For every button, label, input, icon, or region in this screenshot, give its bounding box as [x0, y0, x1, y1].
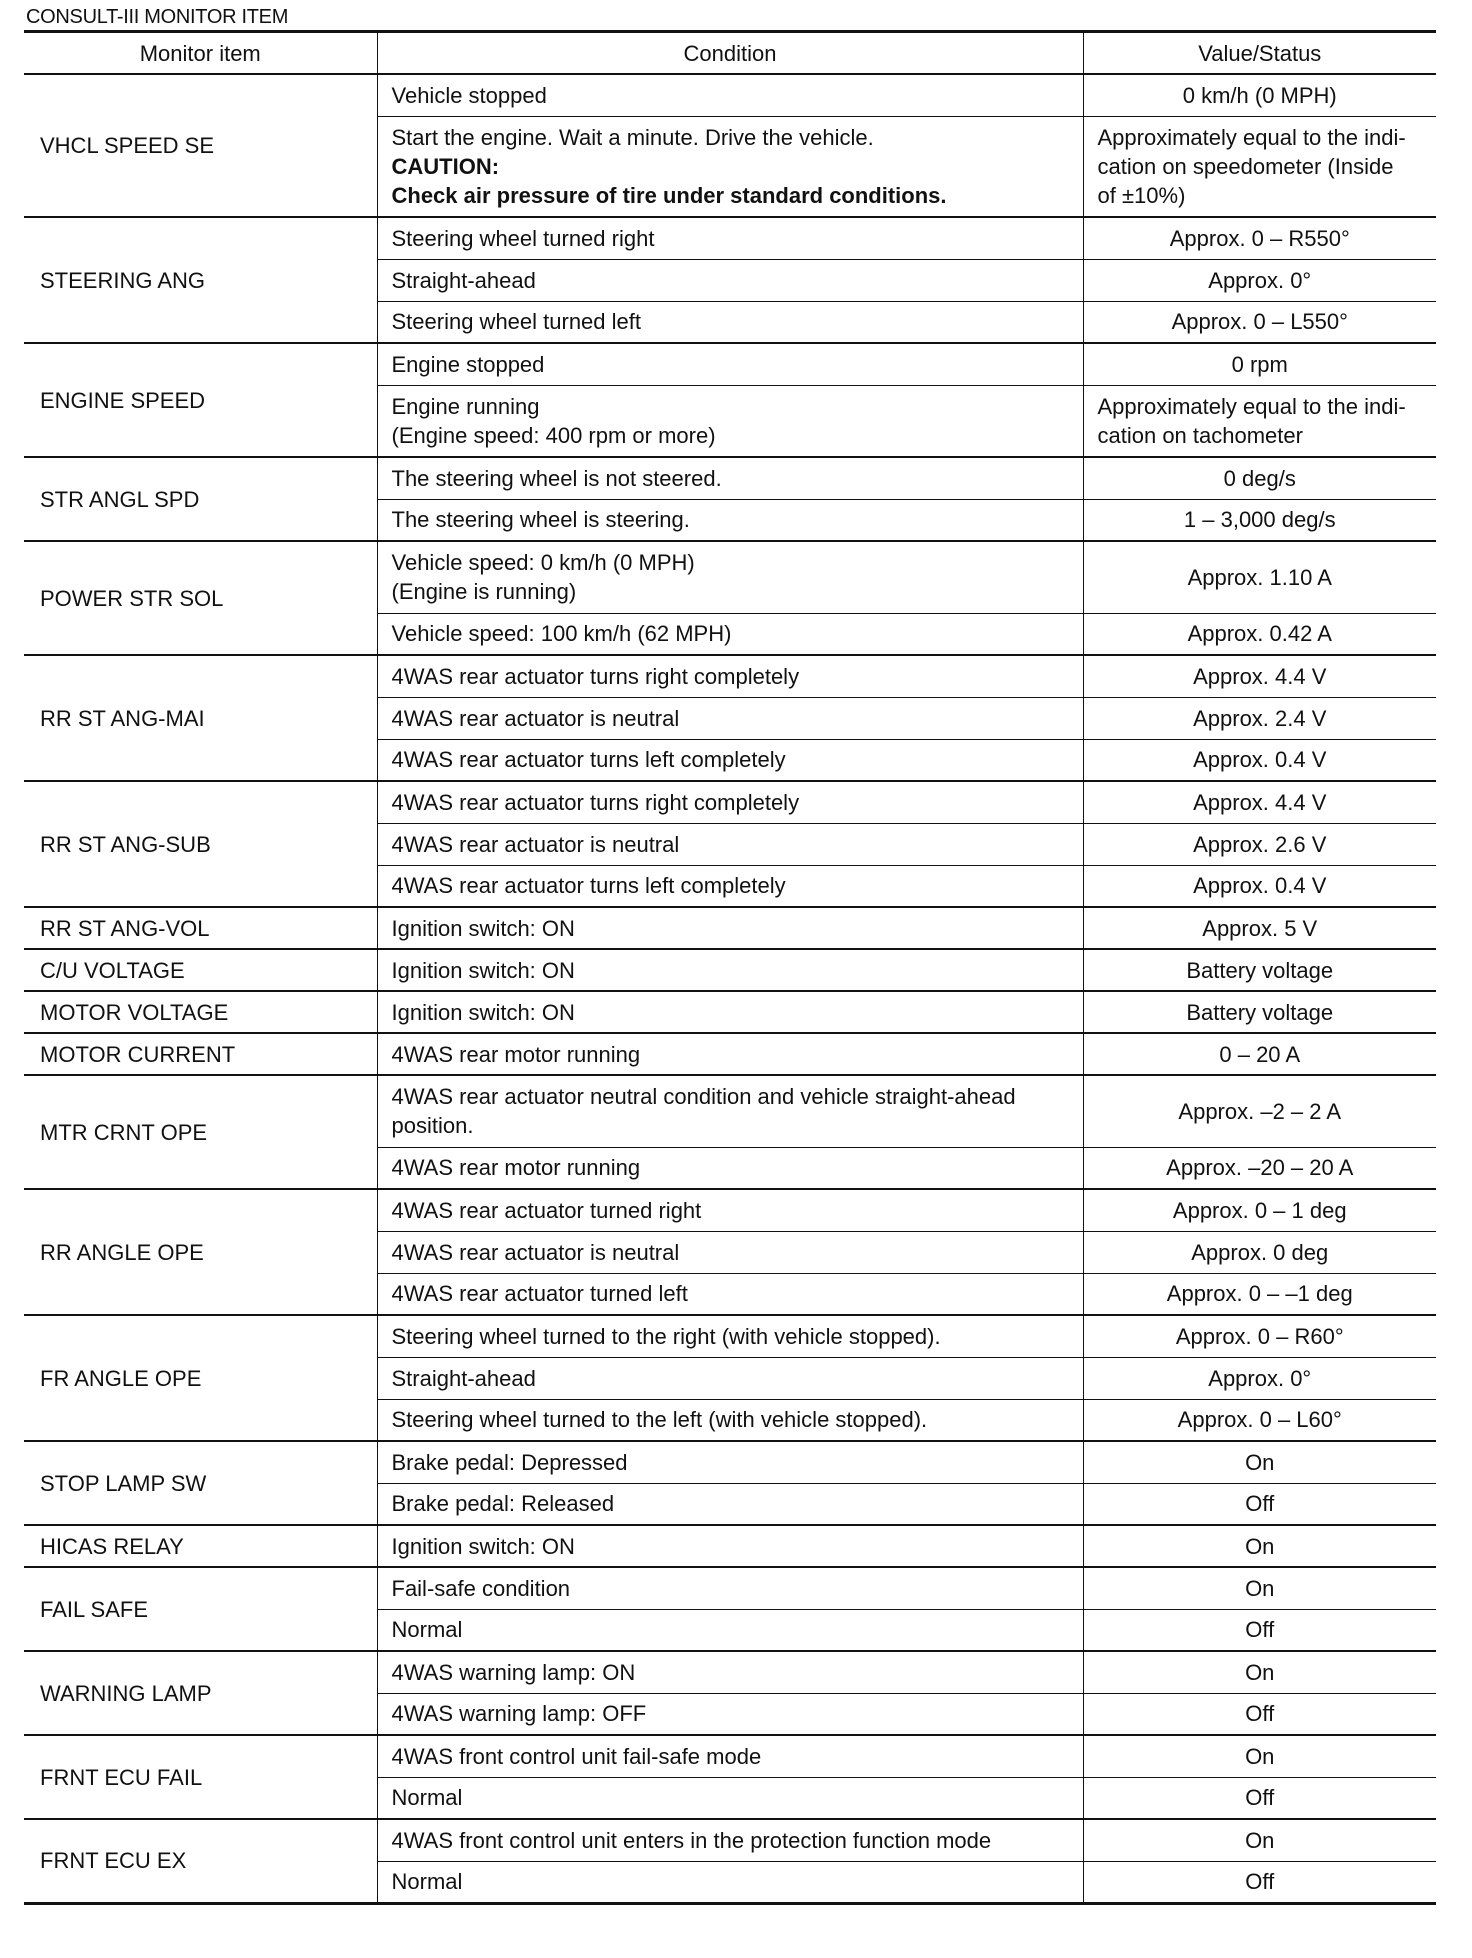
- value-text: Approx. 4.4 V: [1193, 789, 1327, 815]
- condition-text: The steering wheel is steering.: [391, 507, 690, 533]
- monitor-item-name: FRNT ECU EX: [24, 1819, 377, 1903]
- value-text: Approx. 1.10 A: [1187, 564, 1332, 590]
- value-status-cell: [1083, 1357, 1436, 1399]
- table-row: [24, 1567, 1436, 1609]
- monitor-group: [24, 949, 1436, 991]
- condition-cell: [377, 1651, 1083, 1693]
- condition-cell: [377, 1147, 1083, 1189]
- condition-text: Steering wheel turned to the right (with vehicle stopped).: [391, 1323, 941, 1349]
- value-status-cell: [1083, 1399, 1436, 1441]
- value-status-cell: [1083, 1189, 1436, 1231]
- value-text: On: [1245, 1743, 1275, 1769]
- condition-cell: [377, 499, 1083, 541]
- condition-text: The steering wheel is not steered.: [391, 465, 722, 491]
- monitor-item-name: FR ANGLE OPE: [24, 1315, 377, 1441]
- value-status-cell: [1083, 949, 1436, 991]
- value-status-cell: [1083, 541, 1436, 613]
- value-text: of ±10%): [1097, 182, 1186, 208]
- monitor-group: [24, 1075, 1436, 1189]
- monitor-item-name: MOTOR CURRENT: [24, 1033, 377, 1075]
- condition-text: 4WAS front control unit enters in the protection function mode: [391, 1827, 992, 1853]
- table-row: [24, 1651, 1436, 1693]
- condition-cell: [377, 1567, 1083, 1609]
- condition-text: 4WAS rear actuator turns left completely: [391, 873, 786, 899]
- value-status-cell: [1083, 1033, 1436, 1075]
- condition-text: Brake pedal: Released: [391, 1491, 615, 1517]
- value-text: Off: [1245, 1869, 1275, 1894]
- condition-cell: [377, 385, 1083, 457]
- monitor-item-name: MOTOR VOLTAGE: [24, 991, 377, 1033]
- condition-text: Ignition switch: ON: [391, 1533, 575, 1559]
- monitor-item-name: WARNING LAMP: [24, 1651, 377, 1735]
- table-row: [24, 1819, 1436, 1861]
- condition-cell: [377, 1483, 1083, 1525]
- value-text: 0 – 20 A: [1219, 1041, 1301, 1067]
- table-row: [24, 1075, 1436, 1147]
- value-status-cell: [1083, 499, 1436, 541]
- value-text: On: [1245, 1449, 1275, 1475]
- value-status-cell: [1083, 1735, 1436, 1777]
- monitor-item-name: STR ANGL SPD: [24, 457, 377, 541]
- condition-text: Normal: [391, 1869, 463, 1894]
- value-text: 0 km/h (0 MPH): [1182, 82, 1337, 108]
- value-status-cell: [1083, 1231, 1436, 1273]
- condition-cell: [377, 739, 1083, 781]
- condition-text: Straight-ahead: [391, 267, 536, 293]
- table-header: [24, 33, 1436, 74]
- condition-text: Vehicle speed: 100 km/h (62 MPH): [391, 621, 732, 647]
- table-row: [24, 1189, 1436, 1231]
- condition-text: Fail-safe condition: [391, 1575, 571, 1601]
- monitor-item-name: STOP LAMP SW: [24, 1441, 377, 1525]
- value-status-cell: [1083, 739, 1436, 781]
- value-text: Approx. 0 – L60°: [1177, 1407, 1342, 1433]
- value-text: On: [1245, 1659, 1275, 1685]
- value-text: Approx. 0 – L550°: [1171, 309, 1348, 335]
- condition-text: Ignition switch: ON: [391, 957, 575, 983]
- document-title: CONSULT-III MONITOR ITEM: [24, 0, 1436, 33]
- condition-text: Normal: [391, 1785, 463, 1811]
- condition-cell: [377, 823, 1083, 865]
- value-status-cell: [1083, 343, 1436, 385]
- value-status-cell: [1083, 1483, 1436, 1525]
- value-status-cell: [1083, 1315, 1436, 1357]
- value-text: Approx. 4.4 V: [1193, 663, 1327, 689]
- table-row: [24, 1525, 1436, 1567]
- condition-cell: [377, 1819, 1083, 1861]
- monitor-group: [24, 991, 1436, 1033]
- condition-cell: [377, 1075, 1083, 1147]
- monitor-group: [24, 1315, 1436, 1441]
- monitor-item-name: ENGINE SPEED: [24, 343, 377, 457]
- condition-cell: [377, 613, 1083, 655]
- value-text: cation on speedometer (Inside: [1097, 153, 1394, 179]
- value-status-cell: [1083, 1861, 1436, 1903]
- monitor-group: [24, 1819, 1436, 1903]
- condition-text: Brake pedal: Depressed: [391, 1449, 628, 1475]
- value-status-cell: [1083, 217, 1436, 259]
- value-status-cell: [1083, 613, 1436, 655]
- monitor-group: [24, 1033, 1436, 1075]
- value-text: On: [1245, 1533, 1275, 1559]
- value-text: Off: [1245, 1785, 1275, 1811]
- monitor-item-name: RR ANGLE OPE: [24, 1189, 377, 1315]
- value-status-cell: [1083, 1567, 1436, 1609]
- value-text: Approx. 0.42 A: [1187, 621, 1332, 647]
- condition-text: CAUTION:: [391, 153, 500, 179]
- value-status-cell: [1083, 457, 1436, 499]
- value-status-cell: [1083, 1609, 1436, 1651]
- value-status-cell: [1083, 1075, 1436, 1147]
- condition-text: Steering wheel turned to the left (with vehicle stopped).: [391, 1407, 928, 1433]
- condition-cell: [377, 116, 1083, 217]
- table-row: [24, 343, 1436, 385]
- value-text: Approx. –20 – 20 A: [1166, 1155, 1354, 1181]
- table-row: [24, 1315, 1436, 1357]
- header-monitor-item: Monitor item: [24, 33, 377, 74]
- condition-text: 4WAS rear actuator is neutral: [391, 831, 680, 857]
- monitor-item-name: MTR CRNT OPE: [24, 1075, 377, 1189]
- condition-cell: [377, 1189, 1083, 1231]
- condition-cell: [377, 655, 1083, 697]
- monitor-group: [24, 541, 1436, 655]
- table-row: [24, 655, 1436, 697]
- monitor-group: [24, 1735, 1436, 1819]
- value-text: Approx. 0°: [1208, 267, 1312, 293]
- monitor-item-name: VHCL SPEED SE: [24, 74, 377, 217]
- condition-cell: [377, 949, 1083, 991]
- table-row: [24, 1033, 1436, 1075]
- value-status-cell: [1083, 865, 1436, 907]
- value-text: On: [1245, 1827, 1275, 1853]
- value-status-cell: [1083, 1651, 1436, 1693]
- monitor-group: [24, 655, 1436, 781]
- value-text: Battery voltage: [1186, 957, 1334, 983]
- value-status-cell: [1083, 1273, 1436, 1315]
- value-text: On: [1245, 1575, 1275, 1601]
- condition-text: 4WAS rear actuator neutral condition and vehicle straight-ahead: [391, 1084, 1016, 1110]
- monitor-item-name: HICAS RELAY: [24, 1525, 377, 1567]
- value-status-cell: [1083, 1525, 1436, 1567]
- condition-text: 4WAS rear actuator turns right completely: [391, 663, 800, 689]
- condition-cell: [377, 991, 1083, 1033]
- header-condition: Condition: [377, 33, 1083, 74]
- table-row: [24, 1441, 1436, 1483]
- table-row: [24, 781, 1436, 823]
- table-row: [24, 1735, 1436, 1777]
- value-status-cell: [1083, 1441, 1436, 1483]
- condition-text: 4WAS rear actuator is neutral: [391, 705, 680, 731]
- condition-cell: [377, 1861, 1083, 1903]
- value-text: Off: [1245, 1701, 1275, 1727]
- monitor-item-name: RR ST ANG-SUB: [24, 781, 377, 907]
- value-status-cell: [1083, 116, 1436, 217]
- header-value-status: Value/Status: [1083, 33, 1436, 74]
- condition-text: Vehicle speed: 0 km/h (0 MPH): [391, 550, 695, 576]
- value-text: Approximately equal to the indi-: [1097, 124, 1406, 150]
- header-row: [24, 33, 1436, 74]
- value-status-cell: [1083, 74, 1436, 116]
- monitor-group: [24, 1189, 1436, 1315]
- monitor-item-name: RR ST ANG-MAI: [24, 655, 377, 781]
- value-status-cell: [1083, 385, 1436, 457]
- value-status-cell: [1083, 1819, 1436, 1861]
- condition-text: 4WAS rear actuator turned right: [391, 1197, 702, 1223]
- condition-text: 4WAS rear actuator turns left completely: [391, 747, 786, 773]
- value-text: 0 deg/s: [1223, 465, 1296, 491]
- value-text: Approx. 2.6 V: [1193, 831, 1327, 857]
- value-text: Approx. 0°: [1208, 1365, 1312, 1391]
- condition-cell: [377, 1315, 1083, 1357]
- condition-text: (Engine speed: 400 rpm or more): [391, 422, 716, 448]
- condition-cell: [377, 1777, 1083, 1819]
- value-status-cell: [1083, 907, 1436, 949]
- value-text: Approx. –2 – 2 A: [1178, 1098, 1342, 1124]
- value-text: cation on tachometer: [1097, 422, 1303, 448]
- monitor-item-name: STEERING ANG: [24, 217, 377, 343]
- table-row: [24, 949, 1436, 991]
- condition-cell: [377, 1273, 1083, 1315]
- condition-cell: [377, 343, 1083, 385]
- value-text: Approx. 0 – R550°: [1169, 225, 1350, 251]
- condition-cell: [377, 541, 1083, 613]
- condition-text: Engine running: [391, 393, 540, 419]
- monitor-group: [24, 1567, 1436, 1651]
- value-text: Battery voltage: [1186, 999, 1334, 1025]
- monitor-group: [24, 781, 1436, 907]
- value-text: 1 – 3,000 deg/s: [1183, 507, 1336, 533]
- table-row: [24, 457, 1436, 499]
- value-text: Approximately equal to the indi-: [1097, 393, 1406, 419]
- condition-text: Steering wheel turned left: [391, 309, 641, 335]
- value-status-cell: [1083, 655, 1436, 697]
- value-text: 0 rpm: [1231, 351, 1288, 377]
- condition-text: Check air pressure of tire under standard conditions.: [391, 182, 947, 208]
- condition-text: (Engine is running): [391, 579, 577, 605]
- condition-text: 4WAS warning lamp: OFF: [391, 1701, 647, 1727]
- condition-cell: [377, 1033, 1083, 1075]
- condition-cell: [377, 865, 1083, 907]
- condition-text: 4WAS rear motor running: [391, 1155, 641, 1181]
- condition-text: Ignition switch: ON: [391, 915, 575, 941]
- monitor-item-name: C/U VOLTAGE: [24, 949, 377, 991]
- condition-text: 4WAS rear actuator turns right completely: [391, 789, 800, 815]
- condition-text: Straight-ahead: [391, 1365, 536, 1391]
- condition-text: position.: [391, 1113, 474, 1139]
- condition-text: Steering wheel turned right: [391, 225, 655, 251]
- table-row: [24, 74, 1436, 116]
- value-status-cell: [1083, 1693, 1436, 1735]
- value-status-cell: [1083, 1777, 1436, 1819]
- condition-cell: [377, 1441, 1083, 1483]
- value-status-cell: [1083, 697, 1436, 739]
- condition-text: 4WAS rear actuator is neutral: [391, 1239, 680, 1265]
- value-text: Approx. 2.4 V: [1193, 705, 1327, 731]
- value-status-cell: [1083, 781, 1436, 823]
- value-status-cell: [1083, 301, 1436, 343]
- table-row: [24, 541, 1436, 613]
- value-text: Approx. 0 deg: [1191, 1239, 1329, 1265]
- condition-text: 4WAS front control unit fail-safe mode: [391, 1743, 762, 1769]
- condition-cell: [377, 907, 1083, 949]
- condition-text: Normal: [391, 1617, 463, 1643]
- condition-text: 4WAS rear actuator turned left: [391, 1281, 688, 1307]
- value-text: Approx. 5 V: [1202, 915, 1318, 941]
- value-text: Off: [1245, 1617, 1275, 1643]
- table-row: [24, 217, 1436, 259]
- monitor-group: [24, 457, 1436, 541]
- value-text: Approx. 0 – R60°: [1175, 1323, 1344, 1349]
- condition-cell: [377, 1609, 1083, 1651]
- monitor-item-name: FAIL SAFE: [24, 1567, 377, 1651]
- value-text: Approx. 0.4 V: [1193, 747, 1327, 773]
- value-text: Off: [1245, 1491, 1275, 1517]
- condition-text: Ignition switch: ON: [391, 999, 575, 1025]
- condition-text: 4WAS warning lamp: ON: [391, 1659, 636, 1685]
- monitor-group: [24, 907, 1436, 949]
- condition-cell: [377, 1525, 1083, 1567]
- monitor-group: [24, 343, 1436, 457]
- value-text: Approx. 0 – 1 deg: [1172, 1197, 1347, 1223]
- monitor-group: [24, 1525, 1436, 1567]
- document: [24, 0, 1436, 1905]
- value-text: Approx. 0 – –1 deg: [1166, 1281, 1353, 1307]
- condition-cell: [377, 781, 1083, 823]
- value-status-cell: [1083, 1147, 1436, 1189]
- condition-cell: [377, 1357, 1083, 1399]
- condition-cell: [377, 259, 1083, 301]
- monitor-group: [24, 1651, 1436, 1735]
- condition-cell: [377, 217, 1083, 259]
- condition-text: Vehicle stopped: [391, 82, 547, 108]
- monitor-item-name: FRNT ECU FAIL: [24, 1735, 377, 1819]
- monitor-item-table: [24, 33, 1436, 1905]
- value-status-cell: [1083, 991, 1436, 1033]
- condition-cell: [377, 1399, 1083, 1441]
- monitor-group: [24, 74, 1436, 217]
- condition-cell: [377, 1735, 1083, 1777]
- monitor-item-name: RR ST ANG-VOL: [24, 907, 377, 949]
- monitor-item-name: POWER STR SOL: [24, 541, 377, 655]
- condition-cell: [377, 301, 1083, 343]
- condition-cell: [377, 457, 1083, 499]
- value-status-cell: [1083, 823, 1436, 865]
- value-status-cell: [1083, 259, 1436, 301]
- condition-cell: [377, 74, 1083, 116]
- condition-cell: [377, 1231, 1083, 1273]
- table-row: [24, 907, 1436, 949]
- condition-text: Start the engine. Wait a minute. Drive the vehicle.: [391, 124, 874, 150]
- table-row: [24, 991, 1436, 1033]
- monitor-group: [24, 217, 1436, 343]
- condition-cell: [377, 1693, 1083, 1735]
- condition-text: 4WAS rear motor running: [391, 1041, 641, 1067]
- condition-text: Engine stopped: [391, 351, 545, 377]
- monitor-group: [24, 1441, 1436, 1525]
- value-text: Approx. 0.4 V: [1193, 873, 1327, 899]
- condition-cell: [377, 697, 1083, 739]
